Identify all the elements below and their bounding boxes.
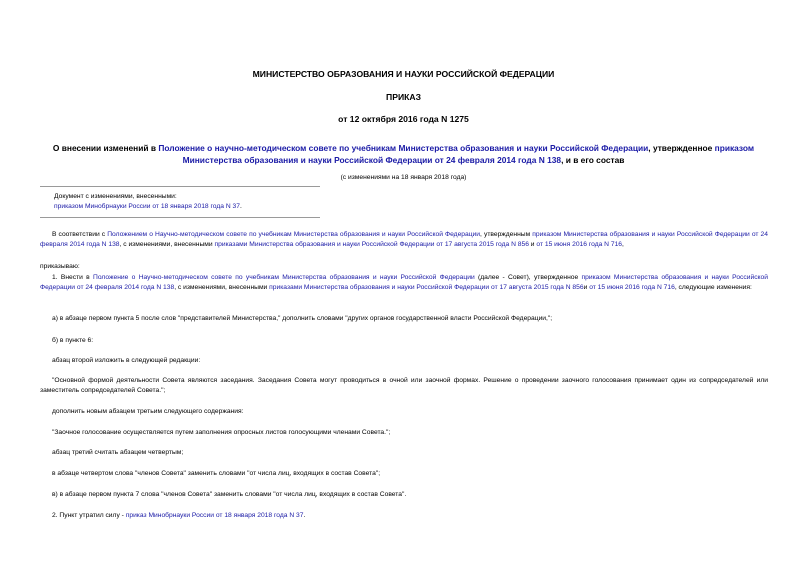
preamble-link-order-138[interactable]: приказом Министерства образования и науки Российской Федерации от 24 февраля 2014 года N 138 xyxy=(40,231,768,248)
title-link-order-138[interactable]: приказом Министерства образования и науки Российской Федерации от 24 февраля 2014 года N 138 xyxy=(182,143,755,165)
item2-link-order-37[interactable]: приказ Минобрнауки России от 18 января 2018 года N 37 xyxy=(125,512,304,519)
item1-link-order-138[interactable]: приказом Министерства образования и науки Российской Федерации от 24 февраля 2014 года N 138 xyxy=(40,274,769,291)
item1-text-3: , с изменениями, внесенными xyxy=(174,283,270,291)
paragraph-a: а) в абзаце первом пункта 5 после слов "представителей Министерства," дополнить словами "других органов государственной власти Российской Федерации,"; xyxy=(52,315,553,322)
changes-box-link-line xyxy=(54,202,242,212)
paragraph-b2: "Основной формой деятельности Совета являются заседания. Заседания Совета могут проводиться в очной или заочной формах. Решение о проведении заочного голосования принимает один из сопредседателей или заместитель сопредседателей Совета."; xyxy=(40,377,768,394)
item1-text-5: , следующие изменения: xyxy=(674,283,752,291)
preamble-text-5: , xyxy=(622,240,624,248)
document-title xyxy=(40,142,767,166)
preamble-text-1: В соответствии с xyxy=(52,231,108,238)
item2-end: . xyxy=(303,512,306,519)
paragraph-b3: дополнить новым абзацем третьим следующего содержания: xyxy=(52,408,244,415)
preamble-link-716[interactable]: от 15 июня 2016 года N 716 xyxy=(536,240,623,248)
item1-link-716[interactable]: от 15 июня 2016 года N 716 xyxy=(589,283,675,291)
preamble-link-orders-856[interactable]: приказами Министерства образования и науки Российской Федерации от 17 августа 2015 года N 856 xyxy=(214,240,529,248)
preamble-link-regulation[interactable]: Положением о Научно-методическом совете по учебникам Министерства образования и науки Российской Федерации xyxy=(107,231,481,238)
document-date-number: от 12 октября 2016 года N 1275 xyxy=(338,114,469,124)
title-link-regulation[interactable]: Положение о научно-методическом совете по учебникам Министерства образования и науки Российской Федерации xyxy=(158,143,649,153)
document-type: ПРИКАЗ xyxy=(386,92,421,102)
changes-box-line1: Документ с изменениями, внесенными: xyxy=(54,193,177,200)
paragraph-b5: абзац третий считать абзацем четвертым; xyxy=(52,449,184,456)
paragraph-b: б) в пункте 6: xyxy=(52,337,94,344)
preamble-text-3: , с изменениями, внесенными xyxy=(119,240,215,248)
preamble-text-2: , утвержденным xyxy=(480,231,533,238)
item1-text-4: и xyxy=(583,283,590,291)
paragraph-b6: в абзаце четвертом слова "членов Совета" заменить словами "от числа лиц, входящих в состав Совета"; xyxy=(52,470,381,477)
changes-box-bottom-rule xyxy=(40,217,320,218)
item-2-paragraph xyxy=(40,511,768,521)
title-suffix: , и в его состав xyxy=(561,155,625,165)
item-1-paragraph xyxy=(40,273,768,292)
changes-box-end: . xyxy=(239,203,242,210)
preamble-text-4: и xyxy=(528,240,537,248)
changes-box-top-rule xyxy=(40,186,320,187)
item2-text: 2. Пункт утратил силу - xyxy=(52,512,126,519)
item1-link-orders-856[interactable]: приказами Министерства образования и науки Российской Федерации от 17 августа 2015 года N 856 xyxy=(269,283,584,291)
changes-link-order-37[interactable]: приказом Минобрнауки России от 18 января 2018 года N 37 xyxy=(54,203,240,210)
revision-note: (с изменениями на 18 января 2018 года) xyxy=(340,174,467,181)
item1-text-2: (далее - Совет), утвержденное xyxy=(474,274,582,281)
ministry-heading: МИНИСТЕРСТВО ОБРАЗОВАНИЯ И НАУКИ РОССИЙСКОЙ ФЕДЕРАЦИИ xyxy=(252,69,555,79)
paragraph-c: в) в абзаце первом пункта 7 слова "членов Совета" заменить словами "от числа лиц, входящих в состав Совета". xyxy=(52,491,407,498)
title-prefix: О внесении изменений в xyxy=(52,143,159,153)
paragraph-b1: абзац второй изложить в следующей редакции: xyxy=(52,357,201,364)
item1-link-regulation[interactable]: Положение о Научно-методическом совете по учебникам Министерства образования и науки Российской Федерации xyxy=(93,274,475,281)
item1-text-1: 1. Внести в xyxy=(52,274,94,281)
paragraph-b4: "Заочное голосование осуществляется путем заполнения опросных листов голосующими членами Совета."; xyxy=(52,429,391,436)
title-middle: , утвержденное xyxy=(648,143,715,153)
preamble-paragraph xyxy=(40,230,768,249)
order-word: приказываю: xyxy=(40,263,80,270)
